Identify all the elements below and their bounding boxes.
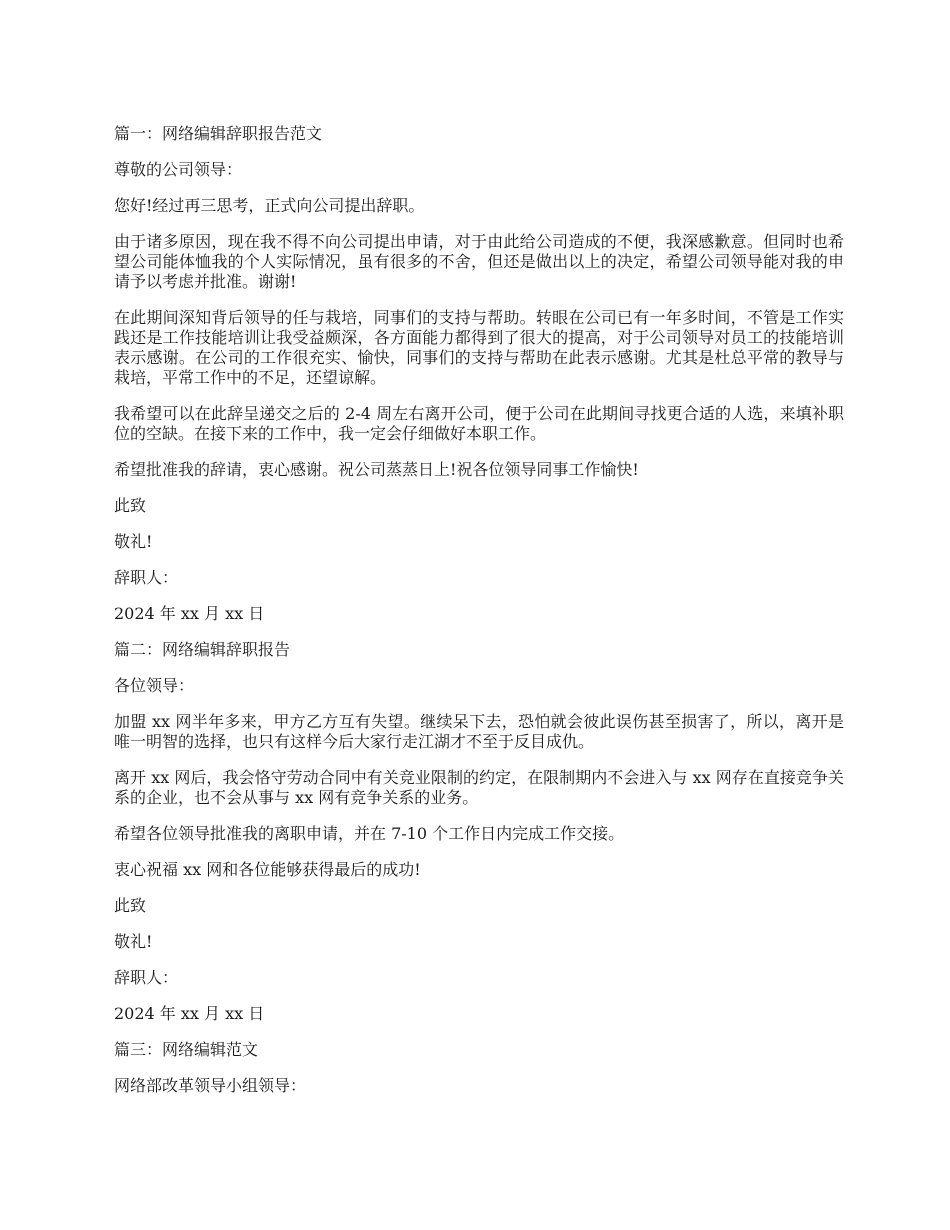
paragraph: 离开 xx 网后，我会恪守劳动合同中有关竞业限制的约定，在限制期内不会进入与 xx 网存在直接竞争关系的企业，也不会从事与 xx 网有竞争关系的业务。 xyxy=(114,768,844,807)
paragraph: 在此期间深知背后领导的任与栽培，同事们的支持与帮助。转眼在公司已有一年多时间，不管是工作实践还是工作技能培训让我受益颇深，各方面能力都得到了很大的提高，对于公司领导对员工的技能培训表示感谢。在公司的工作很充实、愉快，同事们的支持与帮助在此表示感谢。尤其是杜总平常的教导与栽培，平常工作中的不足，还望谅解。 xyxy=(114,308,844,387)
paragraph: 加盟 xx 网半年多来，甲方乙方互有失望。继续呆下去，恐怕就会彼此误伤甚至损害了，所以，离开是唯一明智的选择，也只有这样今后大家行走江湖才不至于反目成仇。 xyxy=(114,712,844,751)
closing: 此致 xyxy=(114,496,147,515)
paragraph: 希望各位领导批准我的离职申请，并在 7-10 个工作日内完成工作交接。 xyxy=(114,824,625,843)
salutation: 网络部改革领导小组领导： xyxy=(114,1076,307,1095)
closing: 敬礼! xyxy=(114,532,153,551)
salutation: 尊敬的公司领导： xyxy=(114,160,243,179)
signature-label: 辞职人： xyxy=(114,968,179,987)
document-body xyxy=(114,124,844,1112)
salutation: 各位领导： xyxy=(114,676,195,695)
paragraph: 我希望可以在此辞呈递交之后的 2-4 周左右离开公司，便于公司在此期间寻找更合适的人选，来填补职位的空缺。在接下来的工作中，我一定会仔细做好本职工作。 xyxy=(114,404,844,443)
date-line: 2024 年 xx 月 xx 日 xyxy=(114,1004,265,1023)
section-heading-2: 篇二：网络编辑辞职报告 xyxy=(114,640,291,659)
section-heading-1: 篇一：网络编辑辞职报告范文 xyxy=(114,124,323,143)
paragraph: 由于诸多原因，现在我不得不向公司提出申请，对于由此给公司造成的不便，我深感歉意。但同时也希望公司能体恤我的个人实际情况，虽有很多的不舍，但还是做出以上的决定，希望公司领导能对我的申请予以考虑并批准。谢谢! xyxy=(114,232,844,291)
section-heading-3: 篇三：网络编辑范文 xyxy=(114,1040,259,1059)
paragraph: 您好!经过再三思考，正式向公司提出辞职。 xyxy=(114,196,425,215)
paragraph: 希望批准我的辞请，衷心感谢。祝公司蒸蒸日上!祝各位领导同事工作愉快! xyxy=(114,460,639,479)
closing: 敬礼! xyxy=(114,932,153,951)
paragraph: 衷心祝福 xx 网和各位能够获得最后的成功! xyxy=(114,860,421,879)
closing: 此致 xyxy=(114,896,147,915)
signature-label: 辞职人： xyxy=(114,568,179,587)
date-line: 2024 年 xx 月 xx 日 xyxy=(114,604,265,623)
